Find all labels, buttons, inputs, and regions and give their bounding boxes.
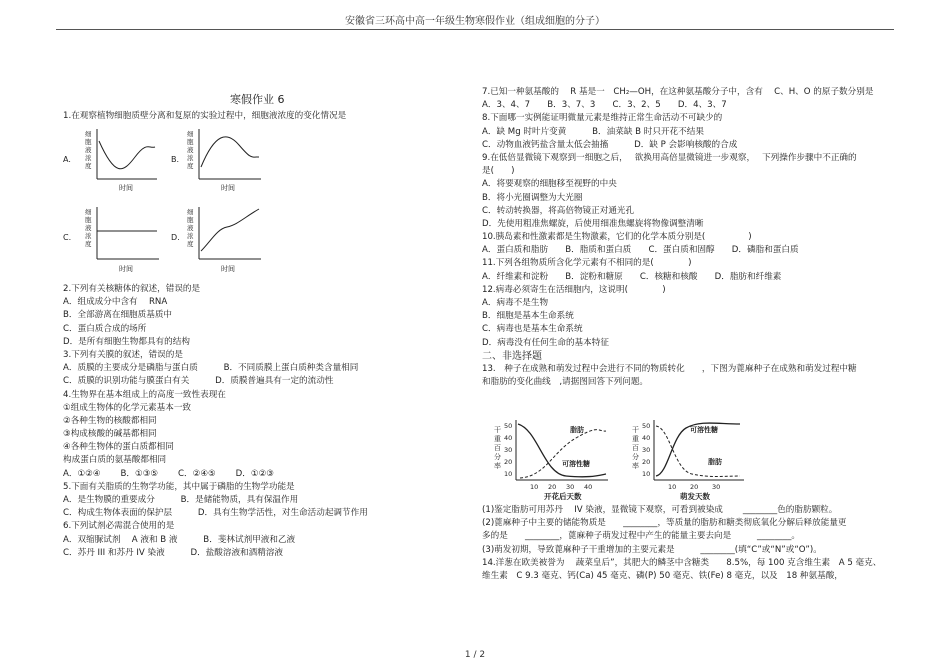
q5-options-ab: A．是生物膜的重要成分 B．是储能物质，具有保温作用 [63, 495, 299, 505]
svg-text:30: 30 [566, 483, 575, 491]
svg-text:液: 液 [85, 146, 92, 154]
svg-text:20: 20 [690, 483, 699, 491]
page-header: 安徽省三环高中高一年级生物寒假作业（组成细胞的分子） [345, 16, 605, 27]
svg-text:脂肪: 脂肪 [570, 426, 584, 434]
svg-text:重: 重 [632, 435, 639, 443]
svg-text:率: 率 [632, 462, 639, 470]
q13-figure [490, 416, 750, 500]
q7-options: A．3、4、7 B．3、7、3 C．3、2、5 D．4、3、7 [482, 100, 727, 111]
question-3: 3.下列有关膜的叙述，错误的是 [63, 349, 183, 360]
svg-text:10: 10 [642, 470, 651, 478]
question-4: 4.生物界在基本组成上的高度一致性表现在 [63, 389, 226, 400]
graph-b [187, 129, 261, 192]
svg-text:分: 分 [494, 453, 501, 461]
q1-graphs [63, 125, 293, 275]
svg-text:细: 细 [85, 130, 92, 138]
svg-text:浓: 浓 [187, 154, 194, 162]
svg-text:40: 40 [504, 434, 513, 442]
q9-option-c: C．转动转换器，将高倍物镜正对通光孔 [482, 205, 635, 216]
q4-item-4: ④各种生物体的蛋白质都相同 [63, 442, 174, 453]
svg-text:浓: 浓 [85, 154, 92, 162]
svg-text:40: 40 [584, 483, 593, 491]
q6-options-cd: C．苏丹 III 和苏丹 IV 染液 D．盐酸溶液和酒精溶液 [63, 547, 284, 558]
svg-text:脂肪: 脂肪 [708, 458, 722, 466]
svg-text:率: 率 [494, 462, 501, 470]
graph-c [85, 207, 159, 273]
page-title: 寒假作业 6 [230, 93, 285, 106]
page-number: 1 / 2 [464, 650, 486, 660]
q12-option-c: C．病毒也是基本生命系统 [482, 324, 583, 335]
q4-item-5: 构成蛋白质的氨基酸都相同 [63, 455, 167, 466]
question-14: 14.洋葱在欧美被誉为 蔬菜皇后”，其肥大的鳞茎中含糖类 8.5%，每 100 克含维生素 A 5 毫克、 [482, 557, 882, 568]
q12-option-d: D．病毒没有任何生命的基本特征 [482, 337, 609, 348]
svg-text:干: 干 [632, 426, 639, 434]
graph-a-label: A. [63, 155, 71, 164]
svg-text:时间: 时间 [119, 265, 133, 273]
svg-text:分: 分 [632, 453, 639, 461]
right-column [482, 86, 902, 389]
svg-text:可溶性糖: 可溶性糖 [690, 426, 718, 434]
q4-options: A．①②④ B．①③⑤ C．②④⑤ D．①②③ [63, 468, 274, 479]
svg-text:10: 10 [504, 470, 513, 478]
svg-text:百: 百 [632, 444, 639, 452]
svg-text:开花后天数: 开花后天数 [544, 492, 582, 500]
svg-text:胞: 胞 [85, 216, 92, 224]
svg-text:30: 30 [504, 446, 513, 454]
q2-option-b: B．全部游离在细胞质基质中 [63, 310, 173, 321]
svg-text:30: 30 [712, 483, 721, 491]
svg-text:度: 度 [85, 240, 92, 248]
svg-text:40: 40 [642, 434, 651, 442]
q6-options-ab: A．双缩脲试剂 A 液和 B 液 B．斐林试剂甲液和乙液 [63, 534, 296, 545]
svg-text:20: 20 [642, 458, 651, 466]
question-9-cont: 是( ) [482, 166, 515, 177]
q13-part-3: (3)萌发初期，导致蓖麻种子干重增加的主要元素是 ________(填“C”或“N”或“O”)。 [482, 544, 822, 555]
question-1: 1.在观察植物细胞质壁分离和复原的实验过程中，细胞液浓度的变化情况是 [63, 111, 347, 121]
q13-part-2-cont: 多的是 ________，蓖麻种子萌发过程中产生的能量主要去向是 ________。 [482, 531, 800, 542]
svg-text:30: 30 [642, 446, 651, 454]
svg-text:50: 50 [504, 422, 513, 430]
svg-text:百: 百 [494, 444, 501, 452]
svg-text:细: 细 [187, 130, 194, 138]
graph-c-label: C. [63, 233, 72, 242]
question-10: 10.胰岛素和性激素都是生物激素，它们的化学本质分别是( ) [482, 232, 752, 243]
right-column-lower [482, 504, 902, 583]
svg-text:50: 50 [642, 422, 651, 430]
left-column-lower [63, 283, 463, 560]
q11-options: A．纤维素和淀粉 B．淀粉和糖原 C．核糖和核酸 D．脂肪和纤维素 [482, 271, 782, 282]
svg-text:重: 重 [494, 435, 501, 443]
svg-text:度: 度 [187, 240, 194, 248]
question-8: 8.下面哪一实例能证明微量元素是维持正常生命活动不可缺少的 [482, 113, 723, 124]
svg-text:度: 度 [187, 162, 194, 170]
question-9: 9.在低倍显微镜下观察到一细胞之后， 欲换用高倍显微镜进一步观察， 下列操作步骤中不正确的 [482, 152, 857, 163]
q4-item-1: ①组成生物体的化学元素基本一致 [63, 402, 192, 413]
question-14-cont: 维生素 C 9.3 毫克、钙(Ca) 45 毫克、磷(P) 50 毫克、铁(Fe) 8 毫克，以及 18 种氨基酸， [482, 570, 843, 581]
q2-option-d: D．是所有细胞生物都具有的结构 [63, 336, 190, 347]
question-12: 12.病毒必须寄生在活细胞内，这说明( ) [482, 284, 666, 295]
graph-a [85, 129, 157, 192]
q9-option-d: D．先使用粗准焦螺旋，后使用细准焦螺旋将物像调整清晰 [482, 218, 704, 229]
left-column [63, 110, 463, 123]
svg-text:10: 10 [530, 483, 539, 491]
svg-text:可溶性糖: 可溶性糖 [562, 460, 590, 468]
svg-text:胞: 胞 [85, 138, 92, 146]
section-heading: 二、非选择题 [482, 350, 542, 362]
fig13-left-panel [494, 420, 608, 500]
svg-text:胞: 胞 [187, 216, 194, 224]
q12-option-b: B．细胞是基本生命系统 [482, 311, 574, 322]
graph-b-label: B. [171, 155, 180, 164]
svg-text:浓: 浓 [187, 232, 194, 240]
svg-text:度: 度 [85, 162, 92, 170]
question-11: 11.下列各组物质所含化学元素有不相同的是( ) [482, 258, 692, 269]
q4-item-2: ②各种生物的核酸都相同 [63, 415, 157, 426]
svg-text:时间: 时间 [221, 184, 235, 192]
svg-text:液: 液 [187, 224, 194, 232]
q9-option-a: A．将要观察的细胞移至视野的中央 [482, 179, 617, 190]
q13-part-2: (2)蓖麻种子中主要的储能物质是 ________，等质量的脂肪和糖类彻底氧化分解后释放能量更 [482, 518, 847, 529]
q8-options-cd: C．动物血液钙盐含量太低会抽搐 D．缺 P 会影响核酸的合成 [482, 139, 738, 150]
q13-part-1: (1)鉴定脂肪可用苏丹 IV 染液，显微镜下观察，可看到被染成 ________色的脂肪颗粒。 [482, 505, 838, 515]
question-5: 5.下面有关脂质的生物学功能，其中属于磷脂的生物学功能是 [63, 481, 295, 492]
q12-option-a: A．病毒不是生物 [482, 298, 549, 308]
question-6: 6.下列试剂必需混合使用的是 [63, 521, 175, 532]
fig13-right-panel [632, 420, 744, 500]
q8-options-ab: A．缺 Mg 时叶片变黄 B．油菜缺 B 时只开花不结果 [482, 126, 704, 137]
q2-option-c: C．蛋白质合成的场所 [63, 323, 147, 334]
svg-text:细: 细 [187, 208, 194, 216]
svg-text:时间: 时间 [221, 265, 235, 273]
svg-text:液: 液 [85, 224, 92, 232]
graph-d [187, 207, 261, 273]
question-7: 7.已知一种氨基酸的 R 基是一 CH₂—OH，在这种氨基酸分子中，含有 C、H、O 的原子数分别是 [482, 87, 874, 97]
q3-options-cd: C．质膜的识别功能与膜蛋白有关 D．质膜普遍具有一定的流动性 [63, 376, 334, 387]
svg-text:20: 20 [504, 458, 513, 466]
svg-text:10: 10 [668, 483, 677, 491]
q10-options: A．蛋白质和脂肪 B．脂质和蛋白质 C．蛋白质和固醇 D．磷脂和蛋白质 [482, 245, 799, 256]
svg-text:细: 细 [85, 208, 92, 216]
q4-item-3: ③构成核酸的碱基都相同 [63, 429, 157, 440]
svg-text:浓: 浓 [85, 232, 92, 240]
svg-text:时间: 时间 [119, 184, 133, 192]
svg-text:胞: 胞 [187, 138, 194, 146]
question-13: 13. 种子在成熟和萌发过程中会进行不同的物质转化 ，下图为蓖麻种子在成熟和萌发过程中糖 [482, 363, 857, 374]
question-2: 2.下列有关核糖体的叙述，错误的是 [63, 284, 201, 294]
svg-text:干: 干 [494, 426, 501, 434]
svg-text:萌发天数: 萌发天数 [680, 492, 710, 500]
q3-options-ab: A．质膜的主要成分是磷脂与蛋白质 B．不同质膜上蛋白质种类含量相同 [63, 363, 359, 374]
svg-text:20: 20 [548, 483, 557, 491]
svg-text:液: 液 [187, 146, 194, 154]
graph-d-label: D. [171, 233, 180, 242]
q2-option-a: A．组成成分中含有 RNA [63, 297, 168, 308]
question-13-cont: 和脂肪的变化曲线 ,请据图回答下列问题。 [482, 377, 649, 388]
q5-options-cd: C．构成生物体表面的保护层 D．具有生物学活性，对生命活动起调节作用 [63, 508, 368, 519]
header-divider [56, 29, 894, 30]
q9-option-b: B．将小光圈调整为大光圈 [482, 192, 583, 203]
